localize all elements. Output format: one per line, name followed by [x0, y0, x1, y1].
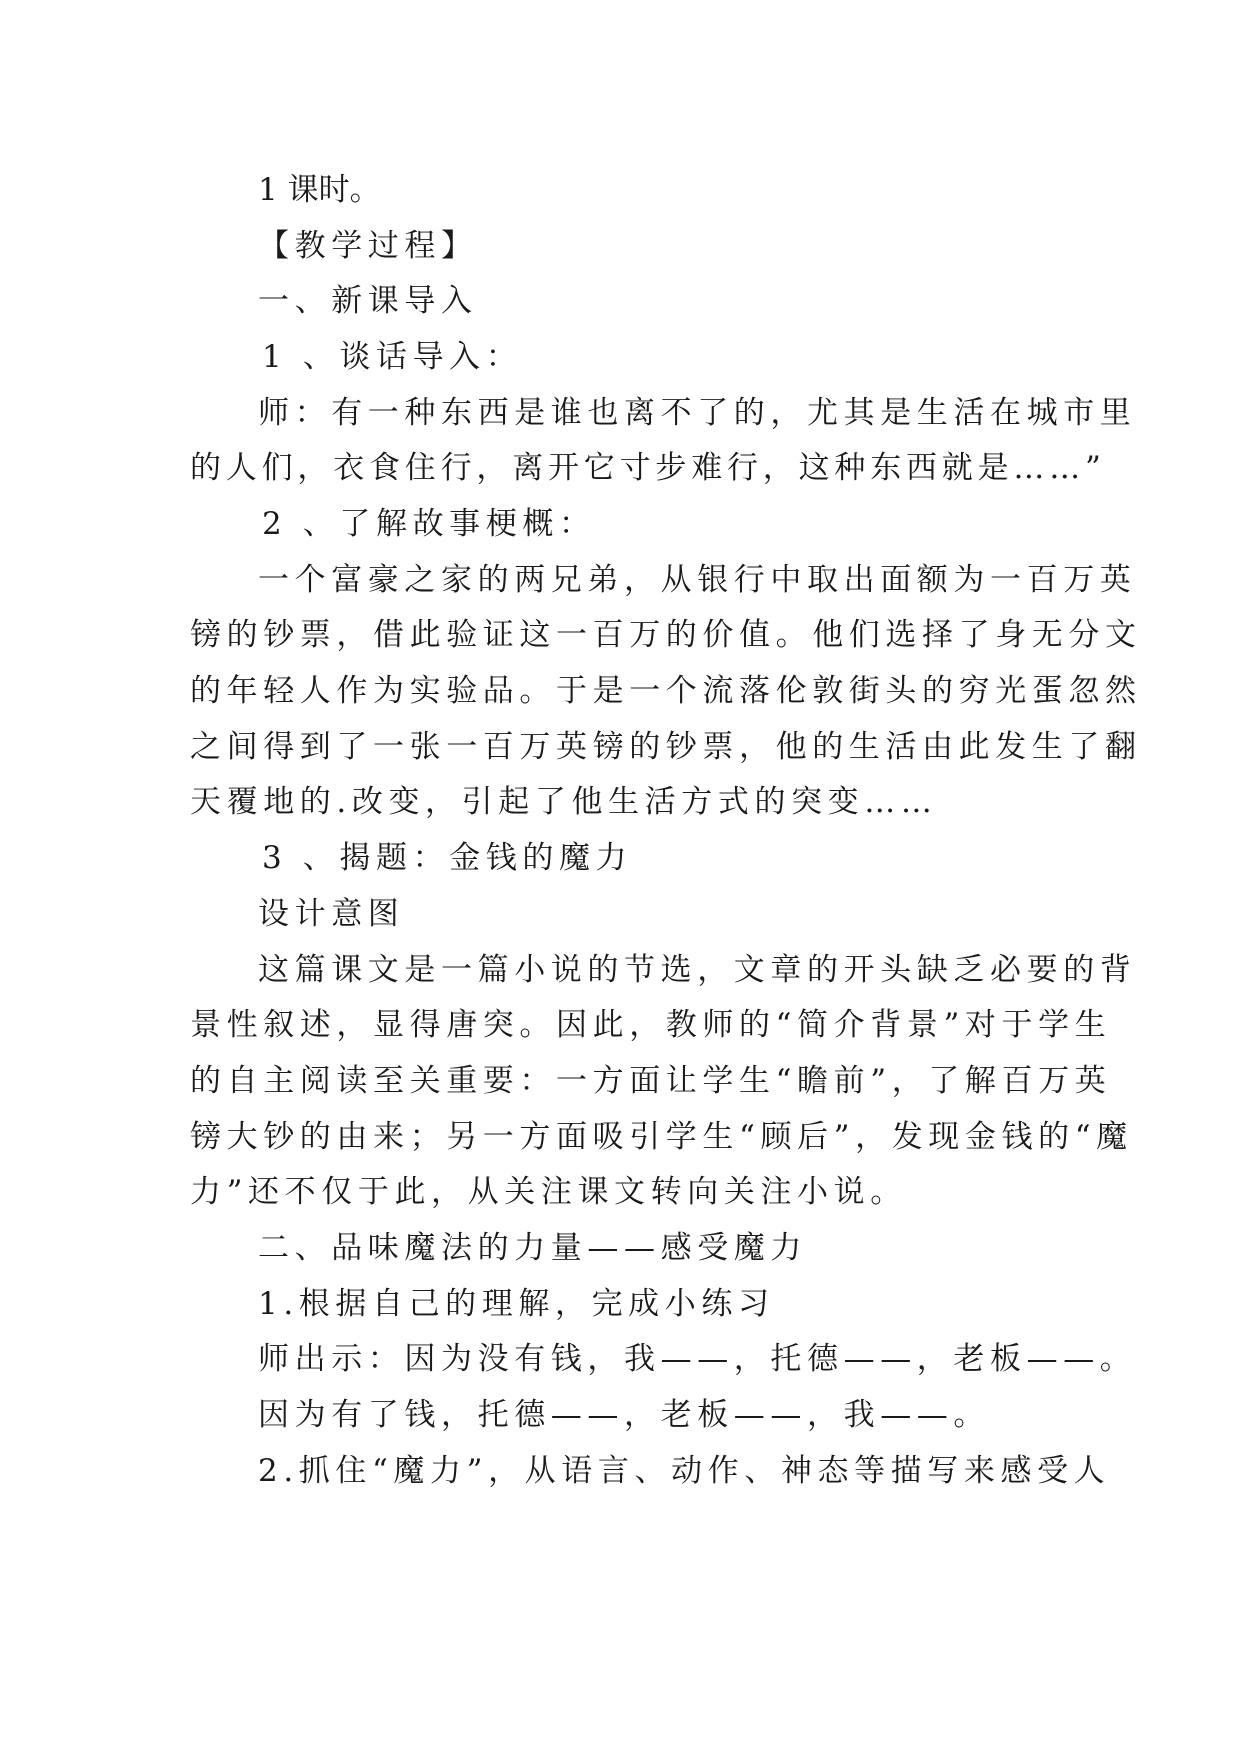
heading-feel-magic-power: 二、品味魔法的力量——感受魔力 — [258, 1230, 807, 1266]
paragraph-line: 景性叙述，显得唐突。因此，教师的“简介背景”对于学生 — [190, 1007, 1112, 1043]
heading-design-intent: 设计意图 — [258, 896, 405, 932]
paragraph-line: 天覆地的.改变，引起了他生活方式的突变…… — [190, 784, 938, 820]
paragraph-line: 的年轻人作为实验品。于是一个流落伦敦街头的穷光蛋忽然 — [190, 673, 1142, 709]
list-item-description: 2.抓住“魔力”，从语言、动作、神态等描写来感受人 — [258, 1453, 1111, 1489]
paragraph-line: 师出示：因为没有钱，我——，托德——，老板——。 — [258, 1341, 1137, 1377]
paragraph-line: 的自主阅读至关重要：一方面让学生“瞻前”，了解百万英 — [190, 1063, 1112, 1099]
paragraph-line: 一个富豪之家的两兄弟，从银行中取出面额为一百万英 — [258, 562, 1137, 598]
paragraph-line: 镑的钞票，借此验证这一百万的价值。他们选择了身无分文 — [190, 617, 1142, 653]
paragraph-line: 这篇课文是一篇小说的节选，文章的开头缺乏必要的背 — [258, 952, 1137, 988]
paragraph-line: 力”还不仅于此，从关注课文转向关注小说。 — [190, 1174, 907, 1210]
heading-new-lesson-intro: 一、新课导入 — [258, 283, 478, 319]
paragraph-line: 之间得到了一张一百万英镑的钞票，他的生活由此发生了翻 — [190, 729, 1142, 765]
paragraph-line: 师：有一种东西是谁也离不了的，尤其是生活在城市里 — [258, 395, 1137, 431]
subheading-conversation-intro: 1 、谈话导入： — [262, 339, 523, 375]
subheading-story-outline: 2 、了解故事梗概： — [262, 506, 596, 542]
section-heading-teaching-process: 【教学过程】 — [258, 228, 478, 264]
paragraph-line: 的人们，衣食住行，离开它寸步难行，这种东西就是……” — [190, 450, 1106, 486]
line-class-hours: 1 课时。 — [258, 172, 381, 208]
paragraph-line: 镑大钞的由来；另一方面吸引学生“顾后”，发现金钱的“魔 — [190, 1119, 1133, 1155]
paragraph-line: 因为有了钱，托德——，老板——，我——。 — [258, 1397, 990, 1433]
list-item-exercise: 1.根据自己的理解，完成小练习 — [258, 1286, 775, 1322]
subheading-reveal-title: 3 、揭题：金钱的魔力 — [262, 840, 633, 876]
